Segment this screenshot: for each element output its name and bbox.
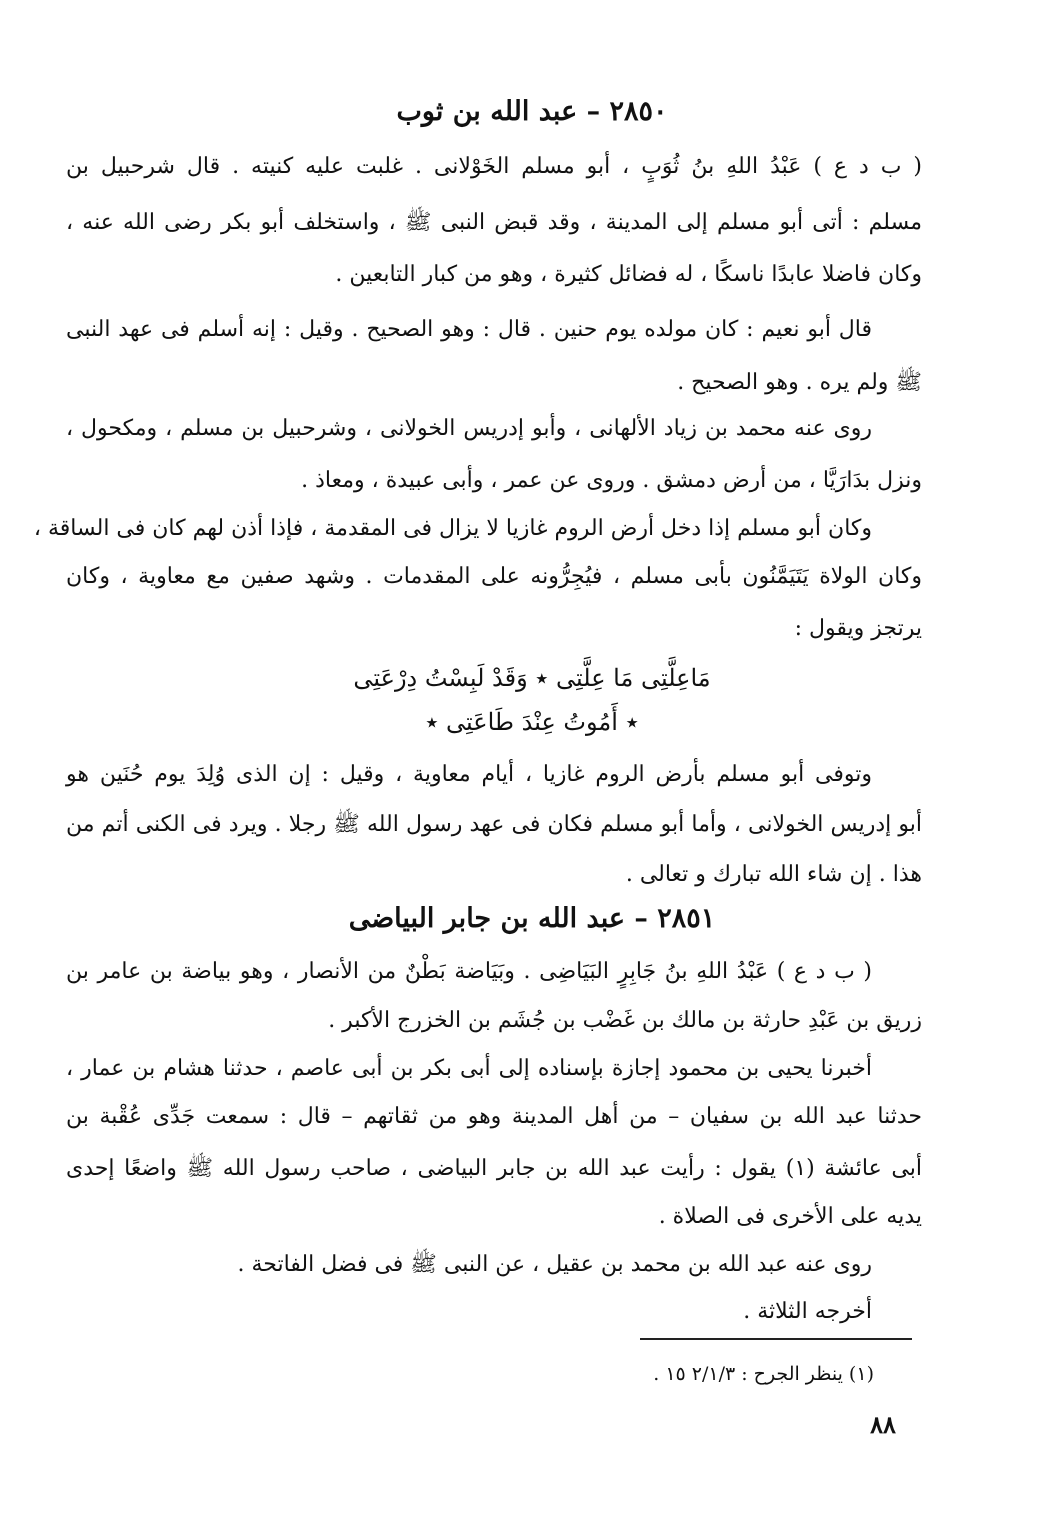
entry-2851-line-2: زريق بن عَبْدِ حارثة بن مالك بن غَضْب بن جُشَم بن الخزرج الأكبر . <box>328 1008 922 1033</box>
footnote-divider <box>640 1338 912 1340</box>
entry-2850-line-7: ونزل بدَارَيَّا ، من أرض دمشق . وروى عن عمر ، وأبى عبيدة ، ومعاذ . <box>301 468 922 493</box>
entry-2851-line-4: حدثنا عبد الله بن سفيان – من أهل المدينة وهو من ثقاتهم – قال : سمعت جَدِّى عُقْبة بن <box>66 1104 922 1129</box>
entry-2850-heading: ٢٨٥٠ – عبد الله بن ثوب <box>396 96 668 127</box>
entry-2850-line-2: مسلم : أتى أبو مسلم إلى المدينة ، وقد قبض النبى ﷺ ، واستخلف أبو بكر رضى الله عنه ، <box>66 210 922 235</box>
poem-verse-1: مَاعِلَّتِى مَا عِلَّتِى ٭ وَقَدْ لَبِسْتُ دِرْعَتِى <box>353 664 711 692</box>
entry-2850-line-4: قال أبو نعيم : كان مولده يوم حنين . قال : وهو الصحيح . وقيل : إنه أسلم فى عهد النبى <box>66 317 872 342</box>
entry-2850-closing-line-3: هذا . إن شاء الله تبارك و تعالى . <box>625 862 922 887</box>
entry-2850-line-1: ( ب د ع ) عَبْدُ اللهِ بنُ ثُوَبٍ ، أبو مسلم الخَوْلانى . غلبت عليه كنيته . قال شرحبيل بن <box>66 154 923 179</box>
entry-2851-line-5: أبى عائشة (١) يقول : رأيت عبد الله بن جابر البياضى ، صاحب رسول الله ﷺ واضعًا إحدى <box>66 1156 923 1181</box>
entry-2851-heading: ٢٨٥١ – عبد الله بن جابر البياضى <box>348 903 716 934</box>
entry-2851-line-1: ( ب د ع ) عَبْدُ اللهِ بنُ جَابِرٍ البَيَاضِى . وبَيَاضة بَطْنٌ من الأنصار ، وهو بياضة بن عامر بن <box>66 959 872 984</box>
page-number: ٨٨ <box>870 1410 896 1439</box>
footnote-text: (١) ينظر الجرح : ٢/١/٣ ١٥ . <box>653 1363 874 1385</box>
entry-2850-closing-line-2: أبو إدريس الخولانى ، وأما أبو مسلم فكان فى عهد رسول الله ﷺ رجلا . ويرد فى الكنى أتم من <box>66 812 922 837</box>
entry-2850-line-5: ﷺ ولم يره . وهو الصحيح . <box>677 370 922 395</box>
entry-2851-line-8: أخرجه الثلاثة . <box>743 1299 872 1324</box>
entry-2850-line-9: وكان الولاة يَتَيَمَّنُون بأبى مسلم ، فيُجِرُّونه على المقدمات . وشهد صفين مع معاوية ، وكان <box>66 564 922 589</box>
entry-2850-line-10: يرتجز ويقول : <box>794 616 922 641</box>
entry-2850-line-8: وكان أبو مسلم إذا دخل أرض الروم غازيا لا يزال فى المقدمة ، فإذا أذن لهم كان فى الساقة ، <box>33 516 872 541</box>
entry-2851-line-7: روى عنه عبد الله بن محمد بن عقيل ، عن النبى ﷺ فى فضل الفاتحة . <box>237 1252 872 1277</box>
entry-2851-line-3: أخبرنا يحيى بن محمود إجازة بإسناده إلى أبى بكر بن أبى عاصم ، حدثنا هشام بن عمار ، <box>66 1056 872 1081</box>
entry-2851-line-6: يديه على الأخرى فى الصلاة . <box>658 1204 922 1229</box>
entry-2850-closing-line-1: وتوفى أبو مسلم بأرض الروم غازيا ، أيام معاوية ، وقيل : إن الذى وُلِدَ يوم حُنَين هو <box>66 762 872 787</box>
entry-2850-line-6: روى عنه محمد بن زياد الألهانى ، وأبو إدريس الخولانى ، وشرحبيل بن مسلم ، ومكحول ، <box>66 416 872 441</box>
entry-2850-line-3: وكان فاضلا عابدًا ناسكًا ، له فضائل كثيرة ، وهو من كبار التابعين . <box>335 262 922 287</box>
poem-verse-2: ٭ أَمُوتُ عِنْدَ طَاعَتِى ٭ <box>425 708 639 736</box>
